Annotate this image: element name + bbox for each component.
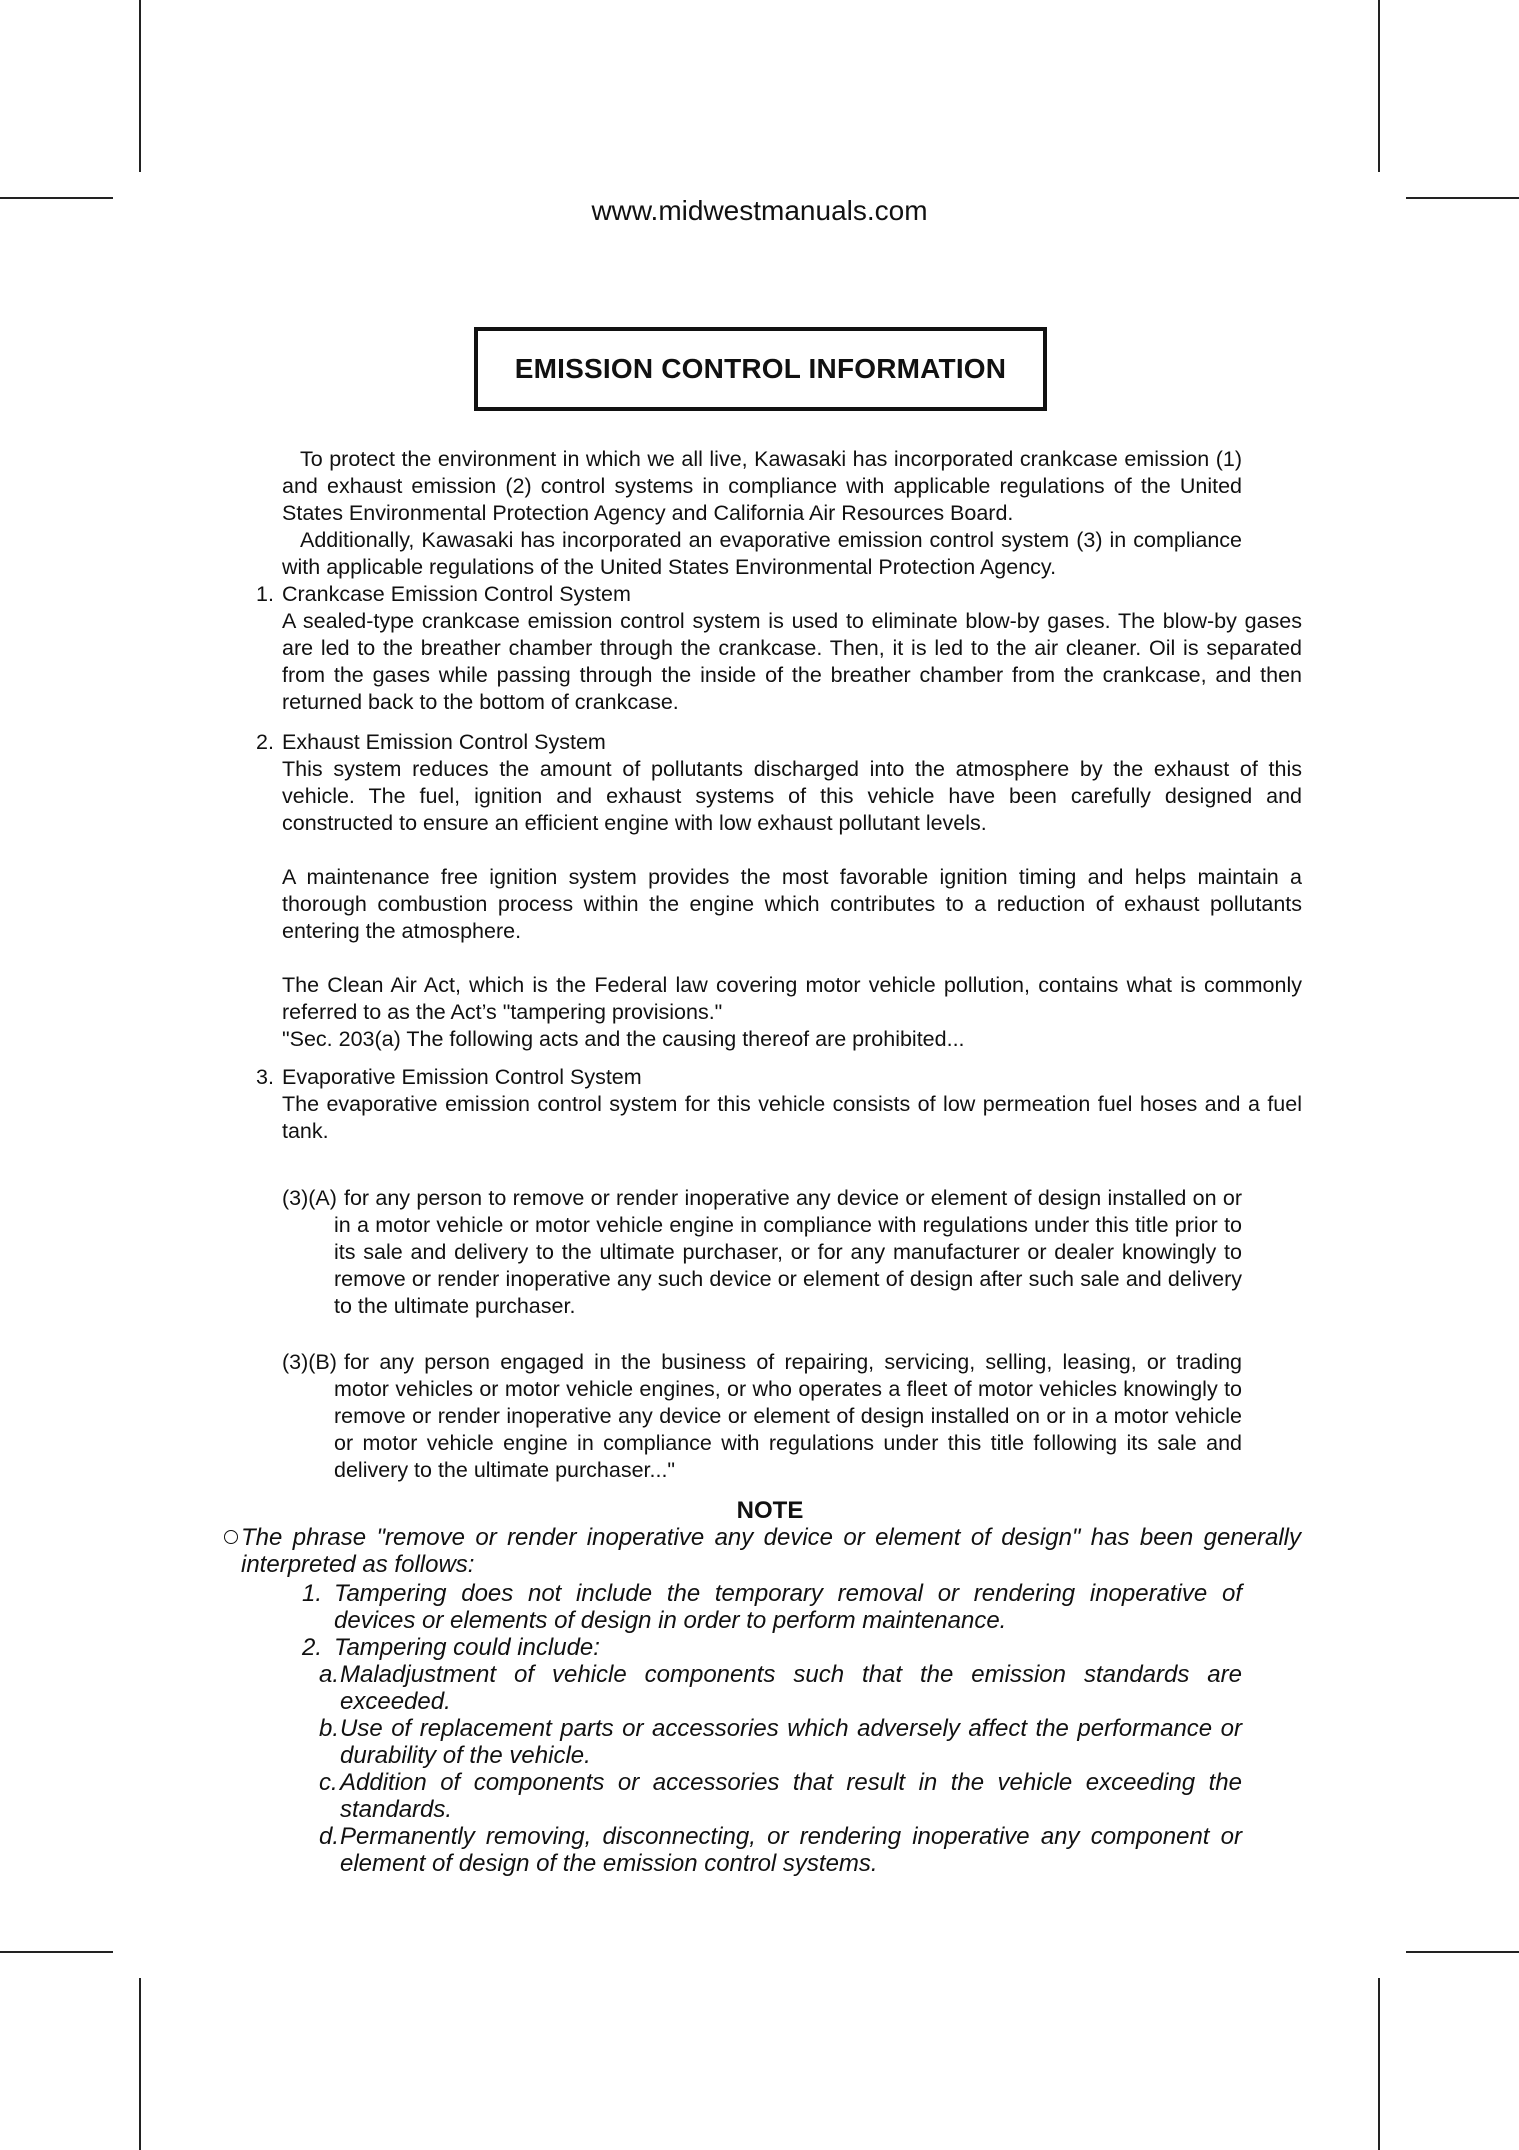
section-number: 2. [256, 730, 274, 754]
intro-paragraph-2: Additionally, Kawasaki has incorporated an evaporative emission control system (3) in compliance with applicable regulations of the United States Environmental Protection Agency. [282, 528, 1242, 579]
provision-label: (3)(B) [282, 1350, 337, 1374]
circle-bullet-icon [224, 1530, 238, 1544]
provision-text: for any person to remove or render inoperative any device or element of design installed on or in a motor vehicle or motor vehicle engine in compliance with regulations under this title prior to its sale and delivery to the ultimate purchaser, or for any manufacturer or dealer knowingly to remove or render inoperative any such device or element of design after such sale and delivery to the ultimate purchaser. [334, 1186, 1242, 1318]
page-title-box [474, 327, 1047, 411]
note-subitem-text: Maladjustment of vehicle components such that the emission standards are exceeded. [340, 1661, 1242, 1715]
note-subitem-text: Use of replacement parts or accessories which adversely affect the performance or durability of the vehicle. [340, 1715, 1242, 1769]
site-url: www.midwestmanuals.com [591, 195, 928, 226]
provision-text: for any person engaged in the business of repairing, servicing, selling, leasing, or trading motor vehicles or motor vehicle engines, or who operates a fleet of motor vehicles knowingly to remove or render inoperative any device or element of design installed on or in a motor vehicle or motor vehicle engine in compliance with regulations under this title following its sale and delivery to the ultimate purchaser..." [334, 1350, 1242, 1482]
crop-mark [1406, 1951, 1519, 1953]
note-lead: The phrase "remove or render inoperative any device or element of design" has been generally interpreted as follows: [241, 1524, 1301, 1578]
crop-mark [0, 1951, 113, 1953]
note-item-number: 2. [302, 1634, 323, 1661]
note-subitem-letter: c. [319, 1769, 338, 1796]
note-item-number: 1. [302, 1580, 323, 1607]
note-heading: NOTE [736, 1497, 804, 1524]
section-number: 1. [256, 582, 274, 606]
crop-mark [1378, 1978, 1380, 2150]
note-subitem-letter: b. [319, 1715, 340, 1742]
note-subitem-letter: d. [319, 1823, 340, 1850]
crop-mark [1378, 0, 1380, 172]
section-body: This system reduces the amount of pollutants discharged into the atmosphere by the exhaust of this vehicle. The fuel, ignition and exhaust systems of this vehicle have been carefully designed and constructed to ensure an efficient engine with low exhaust pollutant levels. [282, 757, 1302, 835]
page-title: EMISSION CONTROL INFORMATION [514, 353, 1007, 384]
section-heading: Crankcase Emission Control System [282, 582, 631, 606]
section-number: 3. [256, 1065, 274, 1089]
note-subitem-text: Permanently removing, disconnecting, or rendering inoperative any component or element of design of the emission control systems. [340, 1823, 1242, 1877]
intro-paragraph-1: To protect the environment in which we all live, Kawasaki has incorporated crankcase emission (1) and exhaust emission (2) control systems in compliance with applicable regulations of the United States Environmental Protection Agency and California Air Resources Board. [282, 447, 1242, 525]
note-subitem-text: Addition of components or accessories that result in the vehicle exceeding the standards. [340, 1769, 1242, 1823]
note-subitem-letter: a. [319, 1661, 340, 1688]
section-body: A maintenance free ignition system provides the most favorable ignition timing and helps maintain a thorough combustion process within the engine which contributes to a reduction of exhaust pollutants entering the atmosphere. [282, 865, 1302, 943]
section-body: A sealed-type crankcase emission control system is used to eliminate blow-by gases. The blow-by gases are led to the breather chamber through the crankcase. Then, it is led to the air cleaner. Oil is separated from the gases while passing through the inside of the breather chamber from the crankcase, and then returned back to the bottom of crankcase. [282, 609, 1302, 714]
section-body: The evaporative emission control system for this vehicle consists of low permeation fuel hoses and a fuel tank. [282, 1092, 1302, 1143]
section-body: The Clean Air Act, which is the Federal law covering motor vehicle pollution, contains what is commonly referred to as the Act’s "tampering provisions." [282, 973, 1302, 1024]
crop-mark [139, 1978, 141, 2150]
note-item-text: Tampering could include: [334, 1634, 600, 1661]
section-body: "Sec. 203(a) The following acts and the causing thereof are prohibited... [282, 1027, 965, 1051]
section-heading: Exhaust Emission Control System [282, 730, 606, 754]
note-item-text: Tampering does not include the temporary removal or rendering inoperative of devices or elements of design in order to perform maintenance. [334, 1580, 1242, 1634]
crop-mark [139, 0, 141, 172]
section-heading: Evaporative Emission Control System [282, 1065, 642, 1089]
provision-label: (3)(A) [282, 1186, 337, 1210]
